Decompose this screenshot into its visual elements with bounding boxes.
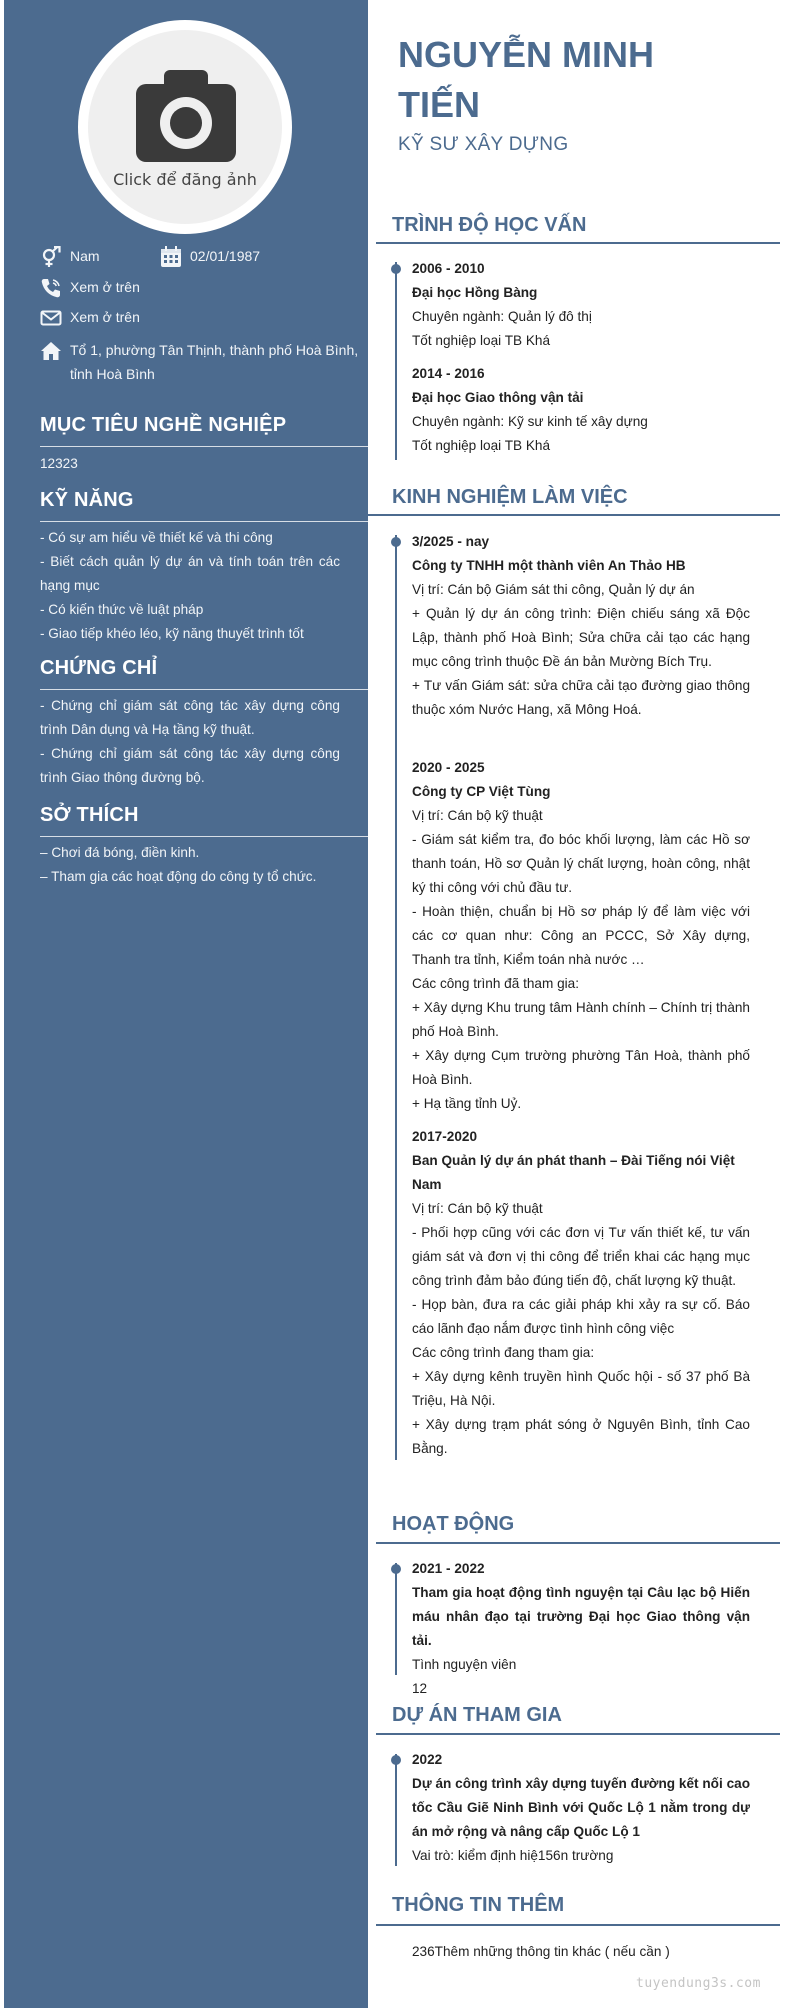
timeline-dot: [391, 1564, 401, 1574]
gender-value: Nam: [70, 248, 100, 264]
phone-icon: [40, 277, 62, 299]
education-heading: TRÌNH ĐỘ HỌC VẤN: [392, 214, 587, 236]
experience-entry: [412, 1125, 750, 1461]
avatar-upload[interactable]: [88, 30, 282, 224]
email-value: Xem ở trên: [70, 309, 140, 325]
avatar-frame: [78, 20, 292, 234]
birthday-row: [160, 244, 360, 268]
entry-line: + Quản lý dự án công trình: Điện chiếu sáng xã Độc Lập, thành phố Hoà Bình; Sửa chữa cải tạo các hạng mục công trình thuộc Đề án bản Mường Bích Trụ.: [412, 606, 750, 669]
entry-line: Vị trí: Cán bộ kỹ thuật: [412, 808, 543, 823]
skill-item: - Giao tiếp khéo léo, kỹ năng thuyết trình tốt: [40, 626, 304, 641]
hobbies-divider: [40, 836, 368, 837]
education-timeline: [395, 262, 397, 460]
objective-divider: [40, 446, 368, 447]
address-row: [40, 338, 360, 386]
certificates-heading: CHỨNG CHỈ: [40, 657, 158, 679]
school-name: Đại học Hồng Bàng: [412, 285, 538, 300]
skills-heading: KỸ NĂNG: [40, 489, 134, 511]
entry-line: Vị trí: Cán bộ kỹ thuật: [412, 1201, 543, 1216]
education-entry: [412, 362, 750, 458]
entry-line: - Phối hợp cũng với các đơn vị Tư vấn thiết kế, tư vấn giám sát và đơn vị thi công để triển khai các hạng mục công trình đảm bảo đúng tiến độ, chất lượng kỹ thuật.: [412, 1225, 750, 1288]
project-entry: [412, 1748, 750, 1868]
entry-line: + Xây dựng trạm phát sóng ở Nguyên Bình, tỉnh Cao Bằng.: [412, 1417, 750, 1456]
school-name: Đại học Giao thông vận tải: [412, 390, 584, 405]
entry-line: Các công trình đã tham gia:: [412, 976, 579, 991]
activities-heading: HOẠT ĐỘNG: [392, 1513, 515, 1535]
email-row: [40, 305, 240, 329]
entry-line: Các công trình đang tham gia:: [412, 1345, 595, 1360]
gender-row: [40, 244, 160, 268]
objective-heading: MỤC TIÊU NGHỀ NGHIỆP: [40, 414, 287, 436]
entry-date: 2014 - 2016: [412, 366, 485, 381]
hobby-item: – Tham gia các hoạt động do công ty tổ chức.: [40, 869, 317, 884]
phone-value: Xem ở trên: [70, 279, 140, 295]
entry-line: + Xây dựng Cụm trường phường Tân Hoà, thành phố Hoà Bình.: [412, 1048, 750, 1087]
email-icon: [40, 307, 62, 329]
experience-heading: KINH NGHIỆM LÀM VIỆC: [392, 486, 628, 508]
entry-line: + Hạ tầng tỉnh Uỷ.: [412, 1096, 522, 1111]
certificate-item: - Chứng chỉ giám sát công tác xây dựng công trình Giao thông đường bộ.: [40, 746, 340, 785]
entry-date: 2017-2020: [412, 1129, 478, 1144]
timeline-dot: [391, 1755, 401, 1765]
timeline-dot: [391, 537, 401, 547]
skill-item: - Biết cách quản lý dự án và tính toán trên các hạng mục: [40, 554, 340, 593]
project-title: Dự án công trình xây dựng tuyến đường kết nối cao tốc Cầu Giẽ Ninh Bình với Quốc Lộ 1 nằm trong dự án mở rộng và nâng cấp Quốc Lộ 1: [412, 1776, 750, 1839]
calendar-icon: [160, 246, 182, 268]
major: Chuyên ngành: Quản lý đô thị: [412, 309, 592, 324]
grade: Tốt nghiệp loại TB Khá: [412, 333, 551, 348]
hobbies-list: [40, 841, 340, 889]
entry-date: 2022: [412, 1752, 443, 1767]
entry-date: 2020 - 2025: [412, 760, 485, 775]
birthday-value: 02/01/1987: [190, 248, 261, 264]
company-name: Công ty TNHH một thành viên An Thảo HB: [412, 558, 686, 573]
skill-item: - Có sự am hiểu về thiết kế và thi công: [40, 530, 273, 545]
activity-entry: [412, 1557, 750, 1701]
timeline-dot: [391, 264, 401, 274]
entry-date: 3/2025 - nay: [412, 534, 490, 549]
entry-date: 2021 - 2022: [412, 1561, 485, 1576]
activity-role: Tình nguyện viên: [412, 1657, 517, 1672]
project-role: Vai trò: kiểm định hiệ156n trường: [412, 1848, 614, 1863]
certificates-divider: [40, 689, 368, 690]
company-name: Công ty CP Việt Tùng: [412, 784, 551, 799]
certificates-list: [40, 694, 340, 790]
candidate-name: NGUYỄN MINH TIẾN: [398, 34, 655, 125]
entry-line: + Tư vấn Giám sát: sửa chữa cải tạo đường giao thông thuộc xóm Nước Hang, xã Mông Hoá.: [412, 678, 750, 717]
entry-line: - Họp bàn, đưa ra các giải pháp khi xảy ra sự cố. Báo cáo lãnh đạo nắm được tình hình công việc: [412, 1297, 750, 1336]
phone-row: [40, 275, 240, 299]
projects-heading: DỰ ÁN THAM GIA: [392, 1704, 562, 1726]
education-entry: [412, 257, 750, 353]
objective-text: 12323: [40, 456, 78, 471]
job-title: KỸ SƯ XÂY DỰNG: [398, 134, 569, 155]
activities-timeline: [395, 1563, 397, 1675]
projects-timeline: [395, 1754, 397, 1866]
home-icon: [40, 340, 62, 362]
extra-divider: [376, 1924, 780, 1926]
skills-list: [40, 526, 340, 646]
entry-line: + Xây dựng Khu trung tâm Hành chính – Chính trị thành phố Hoà Bình.: [412, 1000, 750, 1039]
major: Chuyên ngành: Kỹ sư kinh tế xây dựng: [412, 414, 648, 429]
experience-divider: [368, 514, 780, 516]
address-value: Tổ 1, phường Tân Thịnh, thành phố Hoà Bình, tỉnh Hoà Bình: [70, 342, 359, 382]
experience-entry: [412, 756, 750, 1116]
activity-title: Tham gia hoạt động tình nguyện tại Câu lạc bộ Hiến máu nhân đạo tại trường Đại học Giao thông vận tải.: [412, 1585, 750, 1648]
entry-line: + Xây dựng kênh truyền hình Quốc hội - số 37 phố Bà Triệu, Hà Nội.: [412, 1369, 750, 1408]
entry-line: Vị trí: Cán bộ Giám sát thi công, Quản lý dự án: [412, 582, 695, 597]
hobby-item: – Chơi đá bóng, điền kinh.: [40, 845, 200, 860]
avatar-caption[interactable]: Click để đăng ảnh: [113, 170, 257, 189]
experience-entry: [412, 530, 750, 722]
extra-heading: THÔNG TIN THÊM: [392, 1894, 565, 1916]
projects-divider: [376, 1733, 780, 1735]
watermark: tuyendung3s.com: [636, 1976, 761, 1991]
skill-item: - Có kiến thức về luật pháp: [40, 602, 204, 617]
certificate-item: - Chứng chỉ giám sát công tác xây dựng công trình Dân dụng và Hạ tầng kỹ thuật.: [40, 698, 340, 737]
skills-divider: [40, 521, 368, 522]
activity-detail: 12: [412, 1681, 428, 1696]
education-divider: [376, 242, 780, 244]
hobbies-heading: SỞ THÍCH: [40, 804, 139, 826]
entry-line: - Giám sát kiểm tra, đo bóc khối lượng, làm các Hồ sơ thanh toán, Hồ sơ Quản lý chất lượng, hoàn công, nhật ký thi công với chủ đầu tư.: [412, 832, 750, 895]
camera-icon: [136, 70, 236, 162]
entry-date: 2006 - 2010: [412, 261, 485, 276]
entry-line: - Hoàn thiện, chuẩn bị Hồ sơ pháp lý để làm việc với các cơ quan như: Công an PCCC, Sở Xây dựng, Thanh tra tỉnh, Kiểm toán nhà nước …: [412, 904, 750, 967]
extra-text: 236Thêm những thông tin khác ( nếu cần ): [412, 1944, 670, 1959]
main-content: [376, 0, 800, 2008]
sidebar: [4, 0, 368, 2008]
grade: Tốt nghiệp loại TB Khá: [412, 438, 551, 453]
company-name: Ban Quản lý dự án phát thanh – Đài Tiếng nói Việt Nam: [412, 1153, 735, 1192]
activities-divider: [376, 1542, 780, 1544]
gender-icon: [40, 246, 62, 268]
experience-timeline: [395, 535, 397, 1460]
